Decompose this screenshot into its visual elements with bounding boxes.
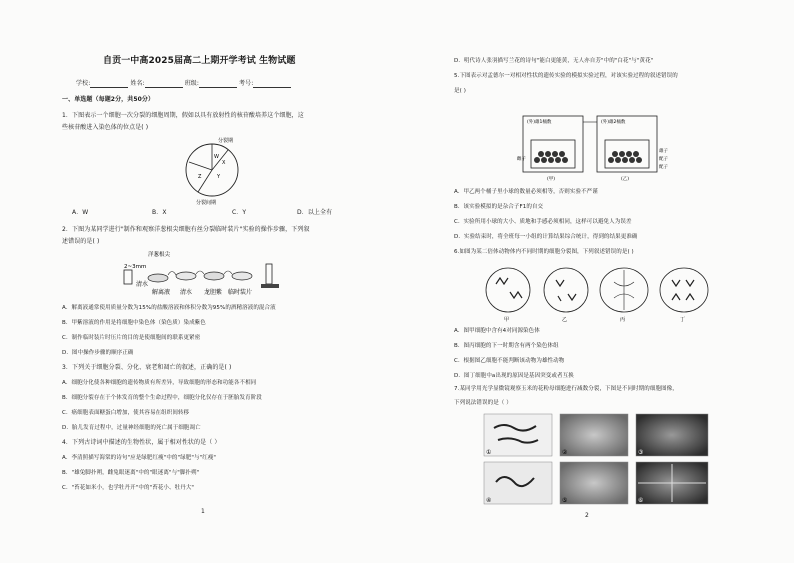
- page-number: 1: [201, 508, 205, 515]
- class-blank[interactable]: [199, 81, 237, 88]
- cycle-label-y: Y: [217, 174, 221, 180]
- exam-title: 自贡一中高2025届高二上期开学考试 生物试题: [103, 56, 296, 66]
- q4-option-b[interactable]: B．"雄兔脚扑朔，雌兔眼迷离"中的"眼迷离"与"脚扑朔": [62, 470, 200, 476]
- dish-icon: [176, 272, 196, 280]
- q2-stem-line1: 2．下图为某同学进行"制作和观察洋葱根尖细胞有丝分裂临时装片"实验的操作步骤，下列叙: [62, 226, 310, 233]
- page-number: 2: [585, 512, 589, 519]
- q2-option-b[interactable]: B．甲紫溶液的作用是将细胞中染色体（染色质）染成紫色: [62, 320, 206, 326]
- q3-option-b[interactable]: B．细胞分裂存在于个体发育的整个生命过程中，细胞分化仅存在于胚胎发育阶段: [62, 395, 262, 401]
- micrograph-label-4: ④: [486, 497, 492, 504]
- class-label: 班级:: [184, 80, 200, 87]
- left-side-label: 雌子: [517, 157, 526, 162]
- dish-icon: [232, 272, 252, 280]
- dish-icon: [204, 272, 224, 280]
- q2-option-c[interactable]: C．制作临时装片时压片的目的是使细胞间的联系更紧密: [62, 335, 201, 341]
- micrograph-4: [484, 462, 552, 504]
- step-slide-label: 临时装片: [228, 289, 253, 296]
- q4-stem: 4．下列古诗词中描述的生物性状，属于相对性状的是（ ）: [62, 439, 221, 446]
- q1-option-c[interactable]: C．Y: [232, 209, 247, 216]
- q5-option-d[interactable]: D．实验结束时，将全班每一小组的计算结果综合统计，得到的结果更准确: [454, 234, 638, 240]
- bead-simulation-diagram: [517, 112, 677, 184]
- cell-label-bing: 丙: [620, 317, 626, 323]
- q4-option-c[interactable]: C．"苔花如米小，也学牡丹开"中的"苔花小、牡丹大": [62, 485, 195, 491]
- q1-option-b[interactable]: B．X: [152, 209, 167, 216]
- cycle-label-z: Z: [198, 174, 202, 180]
- right-side-label: 雄子: [659, 149, 668, 154]
- cell-ding: [660, 268, 708, 312]
- gamete-tag-b: 配子: [659, 165, 668, 170]
- jar-1-label: (甲): [547, 177, 556, 182]
- box1-label: (外)雄1桶数: [527, 120, 552, 125]
- name-blank[interactable]: [145, 81, 183, 88]
- gamete-tag-a: 配子: [659, 157, 668, 162]
- q3-option-c[interactable]: C．癌细胞表面糖蛋白增加，使其容易在组织间转移: [62, 410, 190, 416]
- q1-option-d[interactable]: D．以上全有: [297, 209, 333, 216]
- q5-option-c[interactable]: C．实验所用小球的大小、质地和手感必须相同，这样可以避免人为误差: [454, 219, 632, 225]
- micrograph-2: [560, 414, 628, 456]
- onion-slide-procedure-diagram: [118, 248, 298, 298]
- exam-no-label: 考号:: [239, 80, 254, 87]
- onion-tip-label: 洋葱根尖: [148, 252, 171, 258]
- q5-option-a[interactable]: A．甲乙两个桶子里小球的数量必须相等，否则实验不严谨: [454, 189, 598, 195]
- cycle-label-bottom: 分裂间期: [196, 200, 217, 206]
- q2-option-d[interactable]: D．图中操作步骤的顺序正确: [62, 350, 134, 356]
- micrograph-label-6: ⑥: [638, 497, 644, 504]
- micrograph-5: [560, 462, 628, 504]
- q4-option-d[interactable]: D．明代诗人张羽描写兰花的诗句"能白更能黄，无人亦自芳"中的"白花"与"黄花": [454, 58, 654, 64]
- q6-option-a[interactable]: A．图甲细胞中含有4对同源染色体: [454, 328, 540, 334]
- step-rinse-label: 清水: [180, 289, 193, 296]
- q1-option-a[interactable]: A．W: [72, 209, 89, 216]
- info-row: [76, 80, 291, 88]
- step-water-label: 清水: [136, 281, 149, 288]
- cell-label-ding: 丁: [680, 317, 686, 323]
- microscope-icon: [266, 264, 272, 284]
- box2-label: (外)雄2桶数: [601, 120, 626, 125]
- school-label: 学校:: [76, 80, 91, 87]
- micrograph-1: [484, 414, 552, 456]
- step-dissociation-label: 解离液: [152, 289, 171, 296]
- micrograph-label-5: ⑤: [562, 497, 568, 504]
- microscope-base-icon: [261, 284, 279, 288]
- cell-cycle-diagram: [170, 134, 260, 206]
- q2-option-a[interactable]: A．解离液通常使用质量分数为15%的盐酸溶液和体积分数为95%的酒精溶液的混合液: [62, 305, 276, 311]
- q7-stem-line2: 下列说法错误的是（ ）: [454, 400, 512, 406]
- tip-size-label: 2~3mm: [124, 264, 147, 270]
- beaker-icon: [124, 270, 132, 284]
- micrograph-label-1: ①: [486, 449, 492, 456]
- cycle-label-w: W: [214, 154, 219, 160]
- q6-option-b[interactable]: B．图丙细胞的下一时期含有两个染色体组: [454, 343, 559, 349]
- exam-page-2: [397, 0, 794, 563]
- school-blank[interactable]: [90, 81, 128, 88]
- cell-label-yi: 乙: [562, 317, 568, 323]
- q1-stem-line1: 1．下图表示一个细胞一次分裂的细胞周期，假如以具有放射性的核苷酸培养这个细胞，这: [62, 112, 304, 119]
- q3-option-a[interactable]: A．细胞分化使各种细胞的遗传物质有所差异，导致细胞的形态和功能各不相同: [62, 380, 257, 386]
- dish-icon: [148, 274, 168, 282]
- micrograph-3: [636, 414, 708, 456]
- name-label: 姓名:: [130, 80, 145, 87]
- q7-stem-line1: 7.某同学用光学显微镜观察玉米的花粉母细胞进行减数分裂，下图是不同时期的细胞图像，: [454, 386, 678, 392]
- q3-stem: 3．下列关于细胞分裂、分化、衰老和凋亡的叙述，正确的是( ): [62, 364, 232, 371]
- exam-no-blank[interactable]: [253, 81, 291, 88]
- q3-option-d[interactable]: D．胎儿发育过程中，过量神经细胞的死亡属于细胞凋亡: [62, 425, 201, 431]
- q5-stem-line2: 是( ): [454, 88, 466, 94]
- section-heading: 一、单选题（每题2分，共50分）: [62, 96, 155, 103]
- q1-stem-line2: 些核苷酸进入染色体的位点是( ): [62, 124, 149, 131]
- q2-stem-line2: 述错误的是( ): [62, 238, 100, 245]
- cycle-label-top: 分裂期: [218, 138, 234, 144]
- step-stain-label: 龙胆紫: [204, 289, 223, 296]
- meiosis-micrograph-grid: [482, 412, 712, 508]
- q6-stem: 6.如图为某二倍体动物体内不同时期的细胞分裂图，下列叙述错误的是( ): [454, 249, 634, 255]
- q5-stem-line1: 5.下图表示对孟德尔一对相对性状的遗传实验的模拟实验过程，对该实验过程的叙述错误的: [454, 73, 678, 79]
- q5-option-b[interactable]: B．该实验模拟的是杂合子F1的自交: [454, 204, 544, 210]
- cycle-label-x: X: [222, 160, 226, 166]
- jar-2-label: (乙): [621, 177, 630, 182]
- cell-division-diagram: [482, 262, 712, 324]
- cell-label-jia: 甲: [504, 317, 510, 323]
- q6-option-c[interactable]: C．根据图乙细胞不能判断该动物为雄性动物: [454, 358, 565, 364]
- micrograph-label-2: ②: [562, 449, 568, 456]
- cell-yi: [544, 268, 588, 312]
- q4-option-a[interactable]: A．李清照描写海棠的诗句"应是绿肥红瘦"中的"绿肥"与"红瘦": [62, 455, 217, 461]
- micrograph-label-3: ③: [638, 449, 644, 456]
- cell-jia: [486, 268, 530, 312]
- q6-option-d[interactable]: D．图丁细胞中a出现的原因是基因突变或者互换: [454, 373, 574, 379]
